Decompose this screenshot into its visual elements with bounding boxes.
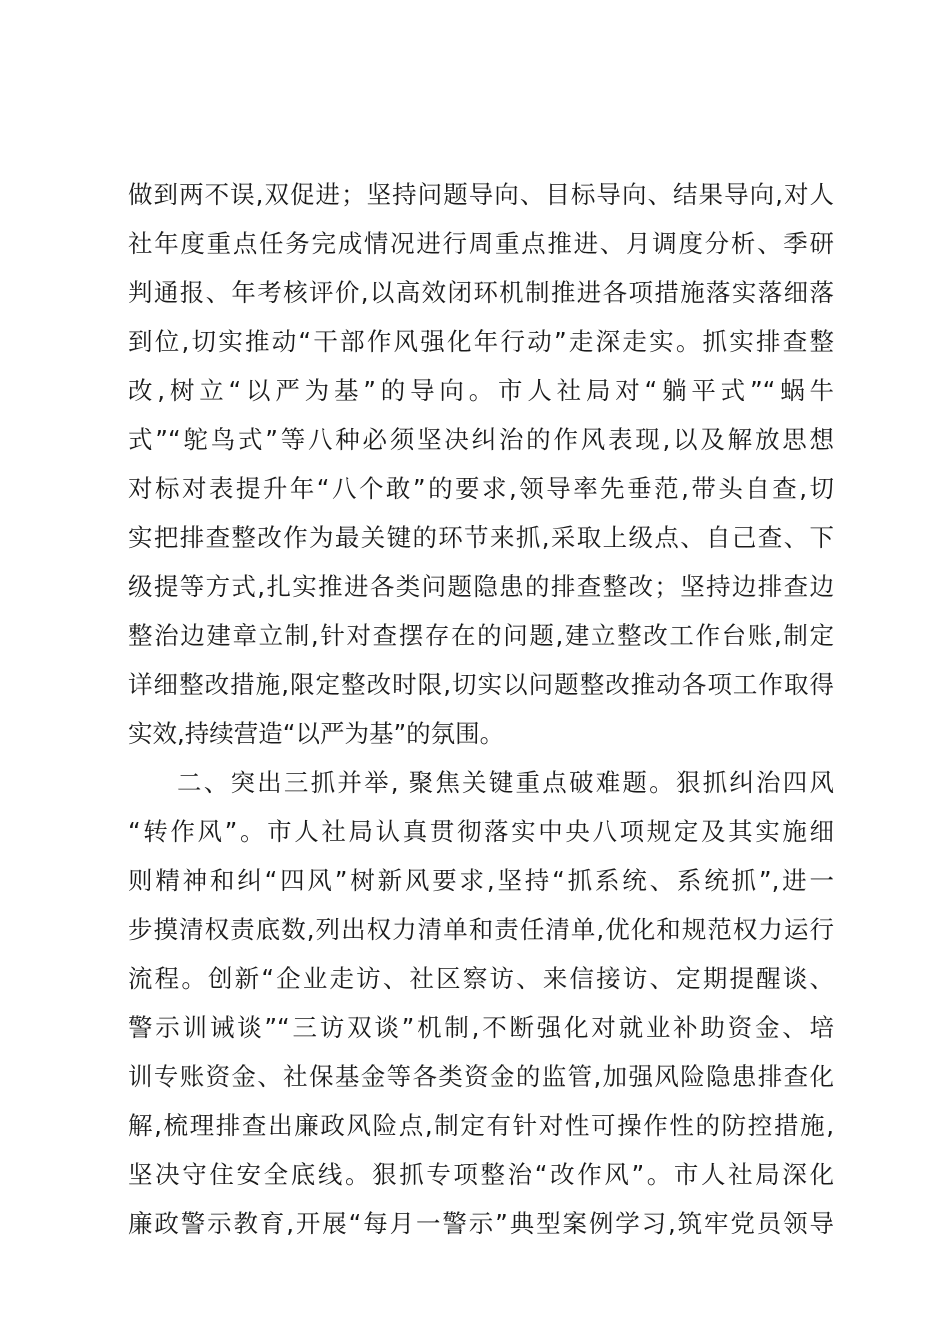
text-line: 级提等方式,扎实推进各类问题隐患的排查整改；坚持边排查边 bbox=[128, 572, 834, 601]
text-line: 训专账资金、社保基金等各类资金的监管,加强风险隐患排查化 bbox=[128, 1062, 834, 1091]
paragraph-2 bbox=[128, 758, 834, 1248]
text-line: 实把排查整改作为最关键的环节来抓,采取上级点、自己查、下 bbox=[128, 523, 834, 552]
text-line: 坚决守住安全底线。狠抓专项整治“改作风”。市人社局深化 bbox=[128, 1160, 834, 1189]
text-line: 式”“鸵鸟式”等八种必须坚决纠治的作风表现,以及解放思想 bbox=[128, 425, 834, 454]
text-line: 廉政警示教育,开展“每月一警示”典型案例学习,筑牢党员领导 bbox=[128, 1209, 834, 1238]
body-text bbox=[128, 170, 834, 1248]
text-line: 判通报、年考核评价,以高效闭环机制推进各项措施落实落细落 bbox=[128, 278, 834, 307]
text-line: 警示训诫谈”“三访双谈”机制,不断强化对就业补助资金、培 bbox=[128, 1013, 834, 1042]
text-line: 整治边建章立制,针对查摆存在的问题,建立整改工作台账,制定 bbox=[128, 621, 834, 650]
text-line: 则精神和纠“四风”树新风要求,坚持“抓系统、系统抓”,进一 bbox=[128, 866, 834, 895]
text-line: “转作风”。市人社局认真贯彻落实中央八项规定及其实施细 bbox=[128, 817, 834, 846]
section-heading-line: 二、突出三抓并举, 聚焦关键重点破难题。狠抓纠治四风 bbox=[177, 768, 834, 797]
text-line: 对标对表提升年“八个敢”的要求,领导率先垂范,带头自查,切 bbox=[128, 474, 834, 503]
text-line: 实效,持续营造“以严为基”的氛围。 bbox=[128, 719, 505, 748]
text-line: 改,树立“以严为基”的导向。市人社局对“躺平式”“蜗牛 bbox=[128, 376, 834, 405]
text-line: 详细整改措施,限定整改时限,切实以问题整改推动各项工作取得 bbox=[128, 670, 834, 699]
text-line: 流程。创新“企业走访、社区察访、来信接访、定期提醒谈、 bbox=[128, 964, 834, 993]
text-line: 做到两不误,双促进；坚持问题导向、目标导向、结果导向,对人 bbox=[128, 180, 834, 209]
text-line: 步摸清权责底数,列出权力清单和责任清单,优化和规范权力运行 bbox=[128, 915, 834, 944]
paragraph-1 bbox=[128, 170, 834, 758]
text-line: 到位,切实推动“干部作风强化年行动”走深走实。抓实排查整 bbox=[128, 327, 834, 356]
text-line: 解,梳理排查出廉政风险点,制定有针对性可操作性的防控措施, bbox=[128, 1111, 834, 1140]
text-line: 社年度重点任务完成情况进行周重点推进、月调度分析、季研 bbox=[128, 229, 834, 258]
